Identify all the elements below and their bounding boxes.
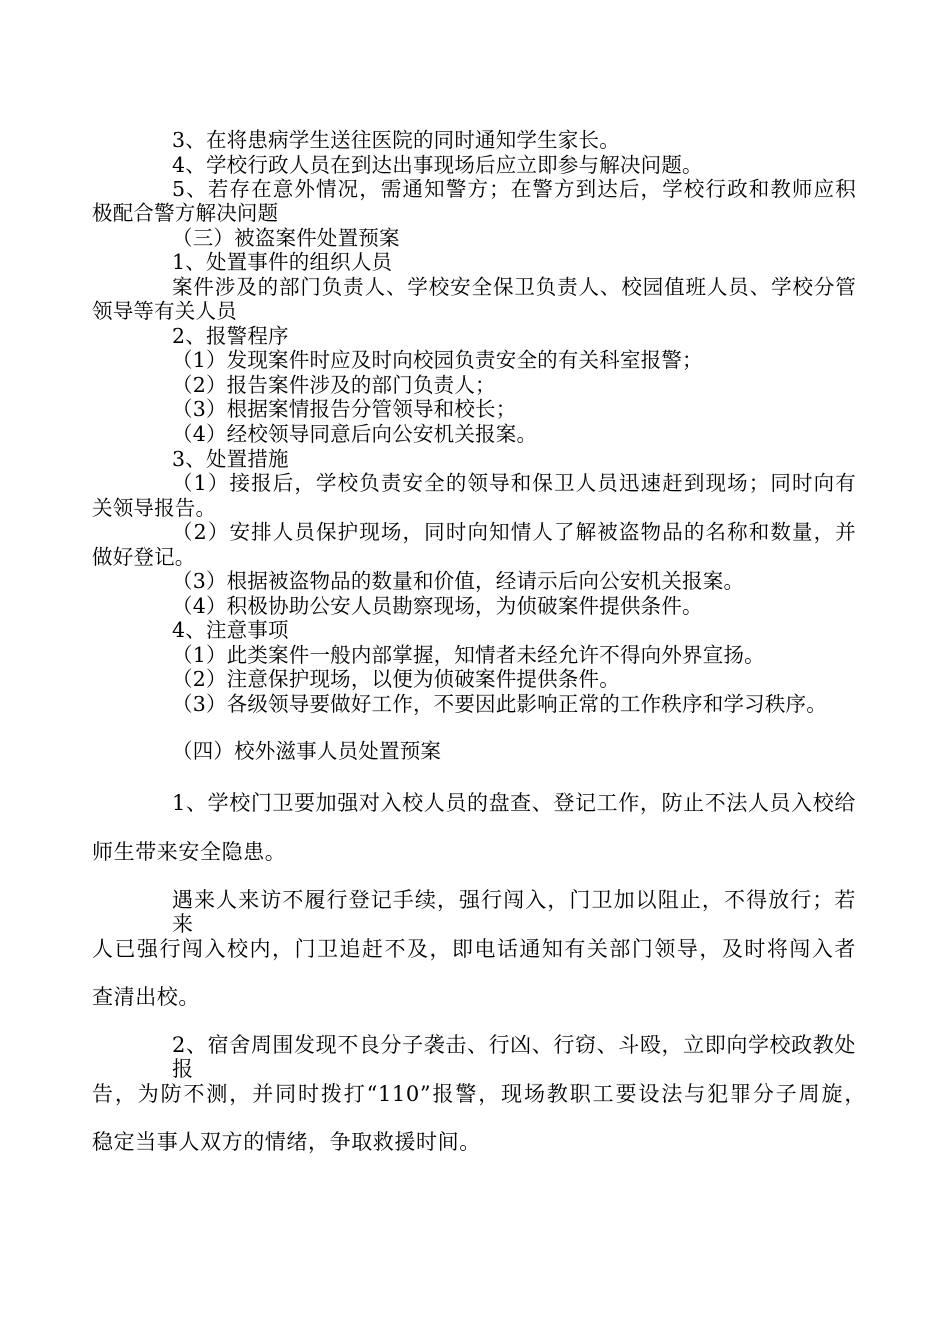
text-line-33: 稳定当事人双方的情绪，争取救援时间。 [92, 1130, 481, 1154]
text-line-20: （4）积极协助公安人员勘察现场，为侦破案件提供条件。 [172, 594, 703, 618]
text-line-16: 关领导报告。 [92, 496, 217, 520]
text-line-11: （2）报告案件涉及的部门负责人； [172, 373, 496, 397]
text-line-8: 领导等有关人员 [92, 299, 237, 323]
text-line-7: 案件涉及的部门负责人、学校安全保卫负责人、校园值班人员、学校分管 [172, 275, 856, 299]
text-line-23: （2）注意保护现场，以便为侦破案件提供条件。 [172, 667, 620, 691]
text-line-32: 告，为防不测，并同时拨打“110”报警，现场教职工要设法与犯罪分子周旋， [92, 1082, 866, 1106]
text-line-6: 1、处置事件的组织人员 [172, 250, 393, 274]
text-line-29: 人已强行闯入校内，门卫追赶不及，即电话通知有关部门领导，及时将闯入者 [92, 937, 856, 961]
text-line-31: 2、宿舍周围发现不良分子袭击、行凶、行窃、斗殴，立即向学校政教处报 [172, 1033, 856, 1081]
text-line-24: （3）各级领导要做好工作，不要因此影响正常的工作秩序和学习秩序。 [172, 692, 827, 716]
section-heading-4: （四）校外滋事人员处置预案 [172, 739, 442, 763]
text-line-2: 4、学校行政人员在到达出事现场后应立即参与解决问题。 [172, 153, 703, 177]
text-line-14: 3、处置措施 [172, 447, 289, 471]
text-line-1: 3、在将患病学生送往医院的同时通知学生家长。 [172, 128, 620, 152]
text-line-13: （4）经校领导同意后向公安机关报案。 [172, 422, 538, 446]
text-line-27: 师生带来安全隐患。 [92, 840, 287, 864]
text-line-4: 极配合警方解决问题 [92, 201, 279, 225]
text-line-30: 查清出校。 [92, 985, 200, 1009]
text-line-28: 遇来人来访不履行登记手续，强行闯入，门卫加以阻止，不得放行；若来 [172, 888, 856, 936]
text-line-15: （1）接报后，学校负责安全的领导和保卫人员迅速赶到现场；同时向有 [172, 471, 856, 495]
text-line-19: （3）根据被盗物品的数量和价值，经请示后向公安机关报案。 [172, 569, 745, 593]
text-line-17: （2）安排人员保护现场，同时向知情人了解被盗物品的名称和数量，并 [172, 520, 856, 544]
text-line-3: 5、若存在意外情况，需通知警方；在警方到达后，学校行政和教师应积 [172, 177, 856, 201]
text-line-18: 做好登记。 [92, 545, 196, 569]
text-line-26: 1、学校门卫要加强对入校人员的盘查、登记工作，防止不法人员入校给 [172, 791, 856, 815]
text-line-12: （3）根据案情报告分管领导和校长； [172, 397, 517, 421]
section-heading-3: （三）被盗案件处置预案 [172, 226, 400, 250]
text-line-22: （1）此类案件一般内部掌握，知情者未经允许不得向外界宣扬。 [172, 643, 765, 667]
text-line-9: 2、报警程序 [172, 324, 289, 348]
text-line-10: （1）发现案件时应及时向校园负责安全的有关科室报警； [172, 348, 703, 372]
text-line-21: 4、注意事项 [172, 618, 289, 642]
